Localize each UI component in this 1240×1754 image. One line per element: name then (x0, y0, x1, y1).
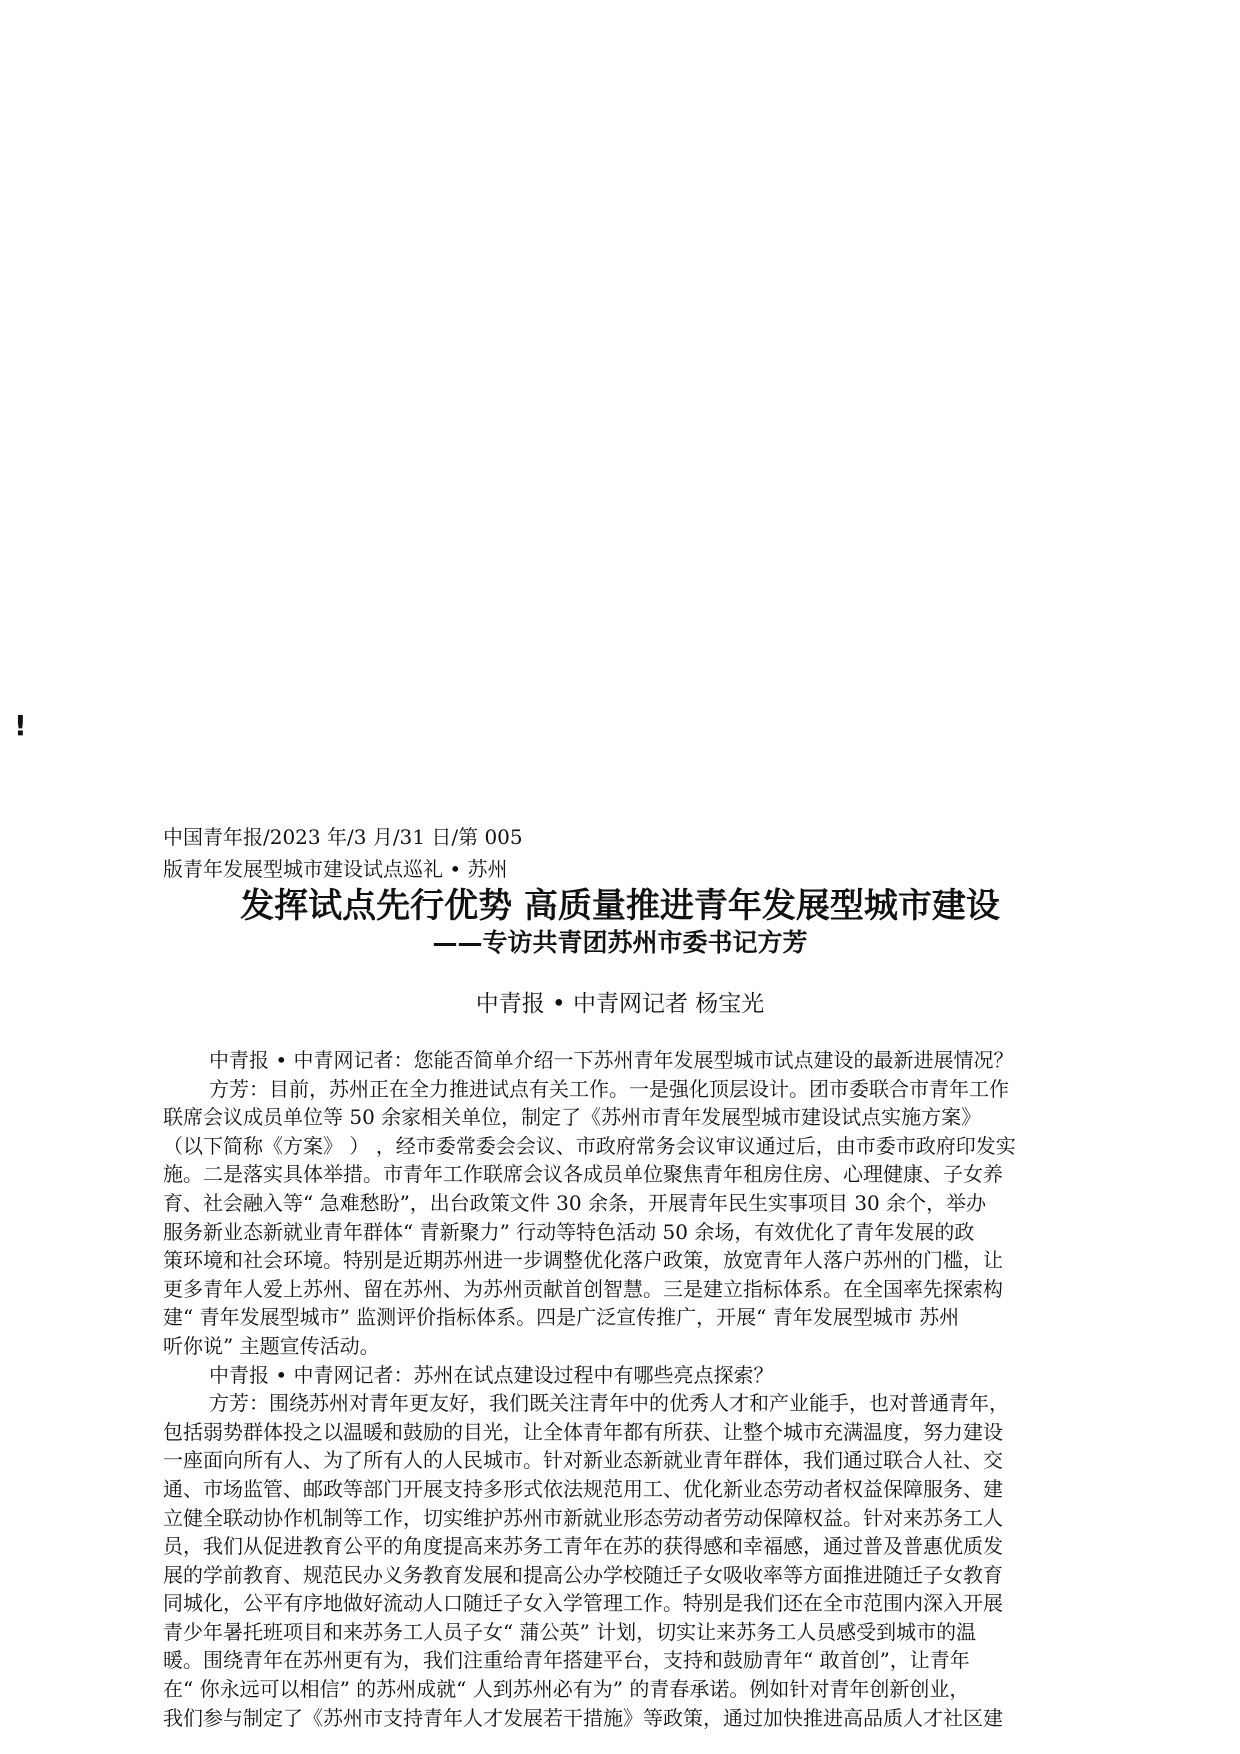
body-line: 包括弱势群体投之以温暖和鼓励的目光，让全体青年都有所获、让整个城市充满温度，努力建设 (163, 1419, 1003, 1444)
source-line: 中国青年报/2023 年/3 月/31 日/第 005 (163, 825, 523, 849)
body-line: 一座面向所有人、为了所有人的人民城市。针对新业态新就业青年群体，我们通过联合人社、交 (163, 1448, 1003, 1473)
body-line: 听你说” 主题宣传活动。 (163, 1333, 380, 1358)
body-line: 立健全联动协作机制等工作，切实维护苏州市新就业形态劳动者劳动保障权益。针对来苏务工人 (163, 1505, 1003, 1530)
article-title: 发挥试点先行优势 高质量推进青年发展型城市建设 (240, 886, 1000, 926)
body-line: 策环境和社会环境。特别是近期苏州进一步调整优化落户政策，放宽青年人落户苏州的门槛，让 (163, 1248, 1003, 1273)
body-line: 施。二是落实具体举措。市青年工作联席会议各成员单位聚焦青年租房住房、心理健康、子女养 (163, 1162, 1003, 1187)
body-line: 展的学前教育、规范民办义务教育发展和提高公办学校随迁子女吸收率等方面推进随迁子女教育 (163, 1562, 1003, 1587)
body-line: 青少年暑托班项目和来苏务工人员子女“ 蒲公英” 计划，切实让来苏务工人员感受到城市的温 (163, 1619, 977, 1644)
body-line: 中青报 • 中青网记者：苏州在试点建设过程中有哪些亮点探索？ (209, 1362, 774, 1387)
body-line: 育、社会融入等“ 急难愁盼”，出台政策文件 30 余条，开展青年民生实事项目 30 余个，举办 (163, 1190, 987, 1215)
exclamation-mark: ! (14, 709, 27, 742)
column-line: 版青年发展型城市建设试点巡礼 • 苏州 (163, 857, 508, 881)
body-line: 我们参与制定了《苏州市支持青年人才发展若干措施》等政策，通过加快推进高品质人才社区建 (163, 1705, 1003, 1730)
body-line: 通、市场监管、邮政等部门开展支持多形式依法规范用工、优化新业态劳动者权益保障服务、建 (163, 1476, 1003, 1501)
body-line: 方芳：目前，苏州正在全力推进试点有关工作。一是强化顶层设计。团市委联合市青年工作 (209, 1076, 1009, 1101)
body-line: 同城化，公平有序地做好流动人口随迁子女入学管理工作。特别是我们还在全市范围内深入开展 (163, 1591, 1003, 1616)
body-line: 联席会议成员单位等 50 余家相关单位，制定了《苏州市青年发展型城市建设试点实施方案》 (163, 1105, 982, 1130)
body-line: 服务新业态新就业青年群体“ 青新聚力” 行动等特色活动 50 余场，有效优化了青年发展的政 (163, 1219, 975, 1244)
article-subtitle: ——专访共青团苏州市委书记方芳 (432, 928, 808, 957)
body-line: 在“ 你永远可以相信” 的苏州成就“ 人到苏州必有为” 的青春承诺。例如针对青年创新创业， (163, 1677, 970, 1702)
article-body (163, 1046, 1083, 1732)
body-line: （以下简称《方案》 ） ，经市委常委会会议、市政府常务会议审议通过后，由市委市政府印发实 (163, 1133, 1016, 1158)
body-line: 暖。围绕青年在苏州更有为，我们注重给青年搭建平台，支持和鼓励青年“ 敢首创”，让青年 (163, 1648, 970, 1673)
body-line: 方芳：围绕苏州对青年更友好，我们既关注青年中的优秀人才和产业能手，也对普通青年， (209, 1391, 1009, 1416)
body-line: 更多青年人爱上苏州、留在苏州、为苏州贡献首创智慧。三是建立指标体系。在全国率先探索构 (163, 1276, 1003, 1301)
body-line: 建“ 青年发展型城市” 监测评价指标体系。四是广泛宣传推广，开展“ 青年发展型城市 苏州 (163, 1305, 960, 1330)
body-line: 中青报 • 中青网记者：您能否简单介绍一下苏州青年发展型城市试点建设的最新进展情况？ (209, 1048, 1014, 1072)
body-line: 员，我们从促进教育公平的角度提高来苏务工青年在苏的获得感和幸福感，通过普及普惠优质发 (163, 1534, 1003, 1559)
byline: 中青报 • 中青网记者 杨宝光 (475, 991, 765, 1017)
